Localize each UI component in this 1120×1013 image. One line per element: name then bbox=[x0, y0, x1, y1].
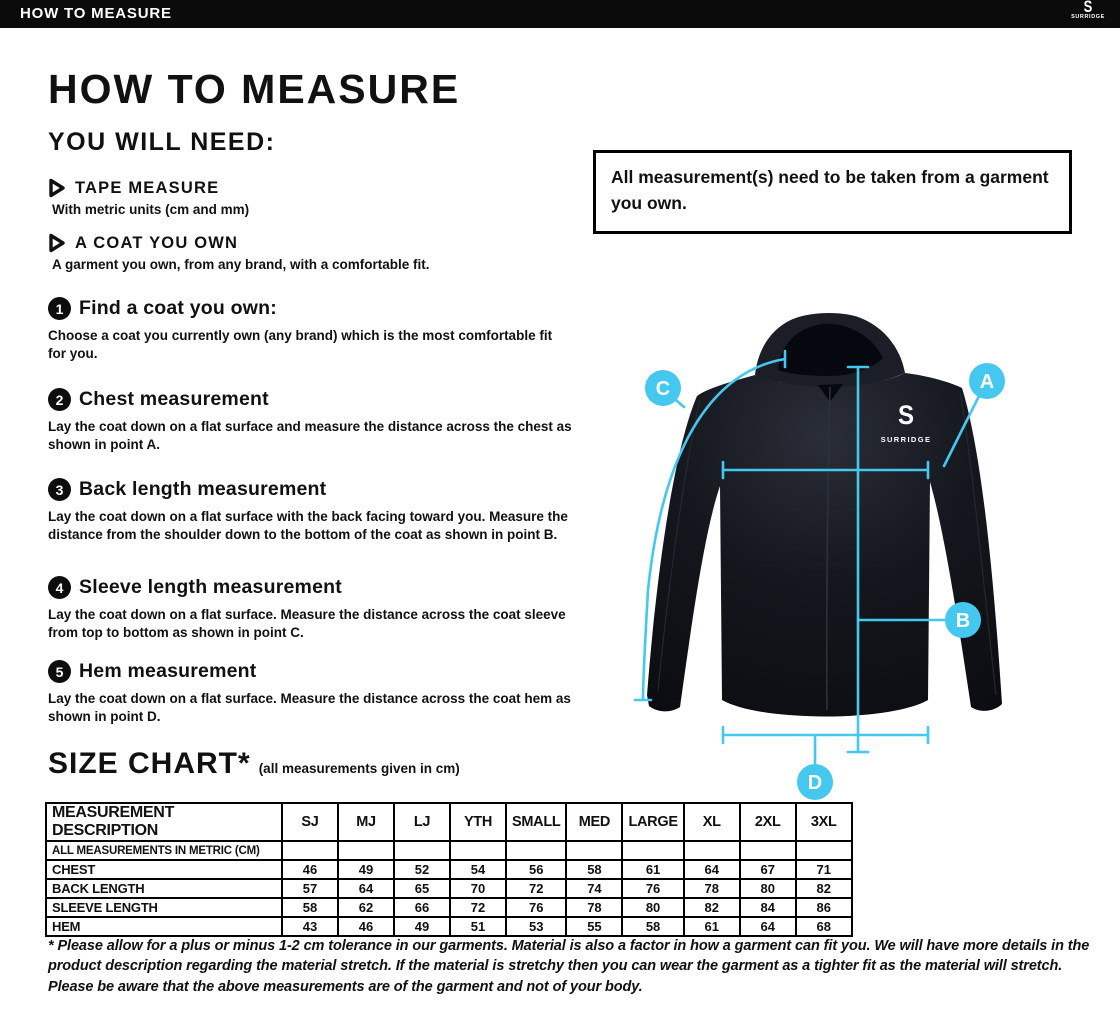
size-value-cell: 61 bbox=[622, 860, 683, 879]
size-chart-subtitle: (all measurements given in cm) bbox=[258, 761, 460, 776]
step-number-badge: 3 bbox=[48, 478, 71, 501]
size-value-cell: 55 bbox=[566, 917, 622, 936]
size-value-cell: 53 bbox=[506, 917, 566, 936]
size-chart-title: SIZE CHART* bbox=[48, 747, 251, 780]
jacket-surridge-wordmark: SURRIDGE bbox=[880, 435, 932, 444]
step-hem bbox=[48, 660, 593, 726]
step-title: Hem measurement bbox=[79, 660, 257, 682]
empty-cell bbox=[506, 841, 566, 860]
jacket-illustration bbox=[647, 313, 1002, 717]
size-value-cell: 82 bbox=[684, 898, 740, 917]
size-value-cell: 67 bbox=[740, 860, 796, 879]
metric-note-cell: ALL MEASUREMENTS IN METRIC (CM) bbox=[46, 841, 282, 860]
tolerance-footnote: * Please allow for a plus or minus 1-2 cm tolerance in our garments. Material is also a factor in how a garment can fit you. We will have more details in the product description regarding the material stretch. If the material is stretchy then you can wear the garment as a tighter fit as the material will stretch. Please be aware that the above measurements are of the garment and not of your body. bbox=[48, 938, 1090, 995]
measurement-note-box: All measurement(s) need to be taken from a garment you own. bbox=[593, 150, 1072, 234]
step-title: Chest measurement bbox=[79, 388, 269, 410]
size-value-cell: 86 bbox=[796, 898, 852, 917]
requirement-label: A COAT YOU OWN bbox=[75, 233, 239, 252]
empty-cell bbox=[684, 841, 740, 860]
size-value-cell: 51 bbox=[450, 917, 506, 936]
size-value-cell: 71 bbox=[796, 860, 852, 879]
size-value-cell: 78 bbox=[566, 898, 622, 917]
step-description: Lay the coat down on a flat surface and measure the distance across the chest as shown in point A. bbox=[48, 419, 572, 452]
size-chart-row bbox=[46, 917, 852, 936]
page-title: HOW TO MEASURE bbox=[48, 66, 461, 112]
step-title: Find a coat you own: bbox=[79, 297, 277, 319]
size-value-cell: 80 bbox=[740, 879, 796, 898]
top-bar-title: HOW TO MEASURE bbox=[20, 5, 172, 22]
size-value-cell: 80 bbox=[622, 898, 683, 917]
size-value-cell: 58 bbox=[622, 917, 683, 936]
size-chart-table bbox=[45, 802, 853, 937]
jacket-measurement-diagram bbox=[600, 290, 1120, 840]
step-description: Lay the coat down on a flat surface with the back facing toward you. Measure the distance from the shoulder down to the bottom of the coat as shown in point B. bbox=[48, 509, 568, 542]
step-description: Choose a coat you currently own (any brand) which is the most comfortable fit for you. bbox=[48, 328, 553, 361]
column-header-size: LJ bbox=[394, 803, 450, 841]
size-value-cell: 61 bbox=[684, 917, 740, 936]
requirement-label: TAPE MEASURE bbox=[75, 178, 220, 197]
size-value-cell: 62 bbox=[338, 898, 394, 917]
requirement-description: With metric units (cm and mm) bbox=[52, 202, 250, 217]
column-header-size: MED bbox=[566, 803, 622, 841]
size-value-cell: 49 bbox=[394, 917, 450, 936]
triangle-bullet-icon bbox=[48, 233, 66, 253]
column-header-size: 3XL bbox=[796, 803, 852, 841]
step-description: Lay the coat down on a flat surface. Measure the distance across the coat sleeve from top to bottom as shown in point C. bbox=[48, 607, 566, 640]
size-value-cell: 49 bbox=[338, 860, 394, 879]
step-number-badge: 2 bbox=[48, 388, 71, 411]
row-label: CHEST bbox=[46, 860, 282, 879]
step-title: Back length measurement bbox=[79, 478, 327, 500]
size-value-cell: 43 bbox=[282, 917, 338, 936]
empty-cell bbox=[796, 841, 852, 860]
size-chart-header-row bbox=[46, 803, 852, 841]
size-value-cell: 46 bbox=[338, 917, 394, 936]
step-number-badge: 4 bbox=[48, 576, 71, 599]
column-header-size: SJ bbox=[282, 803, 338, 841]
size-value-cell: 72 bbox=[506, 879, 566, 898]
step-find-coat bbox=[48, 297, 593, 363]
step-description: Lay the coat down on a flat surface. Measure the distance across the coat hem as shown in point D. bbox=[48, 691, 571, 724]
size-value-cell: 56 bbox=[506, 860, 566, 879]
size-value-cell: 76 bbox=[506, 898, 566, 917]
empty-cell bbox=[450, 841, 506, 860]
column-header-description: MEASUREMENT DESCRIPTION bbox=[46, 803, 282, 841]
empty-cell bbox=[740, 841, 796, 860]
you-will-need-heading: YOU WILL NEED: bbox=[48, 128, 276, 156]
size-value-cell: 76 bbox=[622, 879, 683, 898]
size-value-cell: 78 bbox=[684, 879, 740, 898]
step-chest bbox=[48, 388, 593, 454]
size-value-cell: 46 bbox=[282, 860, 338, 879]
step-title: Sleeve length measurement bbox=[79, 576, 342, 598]
marker-a-label: A bbox=[979, 371, 995, 393]
size-chart-row bbox=[46, 860, 852, 879]
size-value-cell: 58 bbox=[566, 860, 622, 879]
step-back-length bbox=[48, 478, 593, 544]
size-value-cell: 70 bbox=[450, 879, 506, 898]
metric-note-row bbox=[46, 841, 852, 860]
requirement-description: A garment you own, from any brand, with a comfortable fit. bbox=[52, 257, 430, 272]
requirement-coat bbox=[48, 233, 588, 272]
step-number-badge: 5 bbox=[48, 660, 71, 683]
size-value-cell: 84 bbox=[740, 898, 796, 917]
size-value-cell: 58 bbox=[282, 898, 338, 917]
size-value-cell: 74 bbox=[566, 879, 622, 898]
size-value-cell: 64 bbox=[338, 879, 394, 898]
triangle-bullet-icon bbox=[48, 178, 66, 198]
column-header-size: 2XL bbox=[740, 803, 796, 841]
step-number-badge: 1 bbox=[48, 297, 71, 320]
size-value-cell: 64 bbox=[740, 917, 796, 936]
size-chart-row bbox=[46, 898, 852, 917]
marker-d-label: D bbox=[807, 772, 823, 794]
size-value-cell: 54 bbox=[450, 860, 506, 879]
size-value-cell: 65 bbox=[394, 879, 450, 898]
step-sleeve-length bbox=[48, 576, 593, 642]
size-value-cell: 72 bbox=[450, 898, 506, 917]
size-value-cell: 82 bbox=[796, 879, 852, 898]
marker-c-label: C bbox=[655, 378, 671, 400]
requirement-tape-measure bbox=[48, 178, 588, 217]
column-header-size: LARGE bbox=[622, 803, 683, 841]
surridge-s-icon: S bbox=[1083, 0, 1093, 16]
column-header-size: MJ bbox=[338, 803, 394, 841]
marker-b-label: B bbox=[955, 610, 971, 632]
size-value-cell: 66 bbox=[394, 898, 450, 917]
size-chart-heading bbox=[48, 747, 460, 781]
empty-cell bbox=[566, 841, 622, 860]
empty-cell bbox=[622, 841, 683, 860]
column-header-size: XL bbox=[684, 803, 740, 841]
row-label: SLEEVE LENGTH bbox=[46, 898, 282, 917]
top-bar bbox=[0, 0, 1120, 28]
size-chart-row bbox=[46, 879, 852, 898]
jacket-surridge-s-icon: S bbox=[897, 400, 915, 431]
empty-cell bbox=[282, 841, 338, 860]
size-value-cell: 52 bbox=[394, 860, 450, 879]
size-value-cell: 64 bbox=[684, 860, 740, 879]
surridge-wordmark: SURRIDGE bbox=[1071, 14, 1105, 20]
column-header-size: SMALL bbox=[506, 803, 566, 841]
row-label: BACK LENGTH bbox=[46, 879, 282, 898]
empty-cell bbox=[394, 841, 450, 860]
surridge-logo-icon bbox=[1062, 1, 1114, 27]
size-value-cell: 68 bbox=[796, 917, 852, 936]
row-label: HEM bbox=[46, 917, 282, 936]
size-value-cell: 57 bbox=[282, 879, 338, 898]
column-header-size: YTH bbox=[450, 803, 506, 841]
empty-cell bbox=[338, 841, 394, 860]
